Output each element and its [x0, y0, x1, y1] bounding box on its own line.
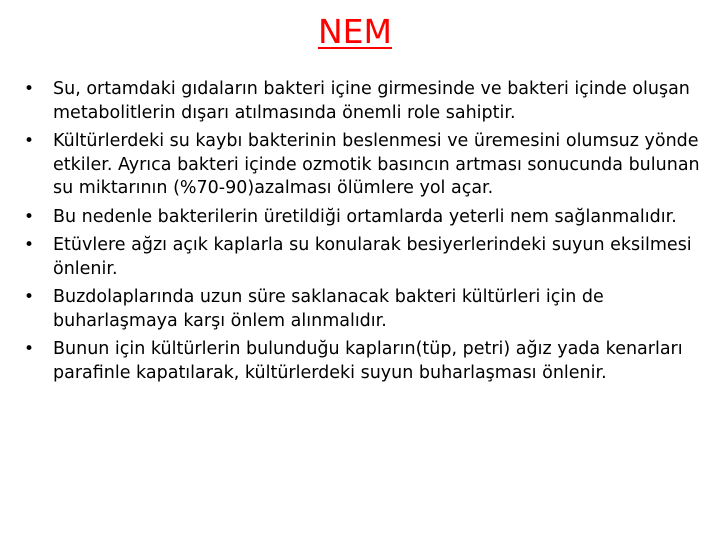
bullet-item [22, 338, 712, 385]
slide-title: NEM [317, 12, 392, 51]
bullet-dot-icon: • [23, 206, 35, 227]
bullet-text: Bunun için kültürlerin bulunduğu kapların(tüp, petri) ağız yada kenarları parafinle kapatılarak, kültürlerdeki suyun buharlaşması önlenir. [53, 339, 683, 383]
bullet-dot-icon: • [23, 131, 35, 151]
bullet-dot-icon: • [23, 235, 35, 255]
bullet-text: Buzdolaplarında uzun süre saklanacak bakteri kültürleri için de buharlaşmaya karşı önlem alınmalıdır. [53, 287, 604, 331]
bullet-dot-icon: • [23, 339, 35, 359]
bullet-text: Su, ortamdaki gıdaların bakteri içine girmesinde ve bakteri içinde oluşan metabolitlerin dışarı atılmasında önemli role sahiptir. [53, 79, 690, 123]
bullet-item [22, 78, 712, 125]
bullet-item [22, 234, 712, 281]
bullet-item [22, 130, 712, 201]
bullet-item [22, 206, 712, 230]
bullet-item [22, 286, 712, 333]
bullet-text: Bu nedenle bakterilerin üretildiği ortamlarda yeterli nem sağlanmalıdır. [53, 206, 677, 227]
bullet-text: Etüvlere ağzı açık kaplarla su konularak besiyerlerindeki suyun eksilmesi önlenir. [53, 235, 692, 279]
bullet-dot-icon: • [23, 287, 35, 307]
bullet-list [22, 78, 712, 390]
bullet-text: Kültürlerdeki su kaybı bakterinin beslenmesi ve üremesini olumsuz yönde etkiler. Ayrıca bakteri içinde ozmotik basıncın artması sonucunda bulunan su miktarının (%70-90)azalması ölümlere yol açar. [53, 131, 700, 198]
bullet-dot-icon: • [23, 79, 35, 99]
